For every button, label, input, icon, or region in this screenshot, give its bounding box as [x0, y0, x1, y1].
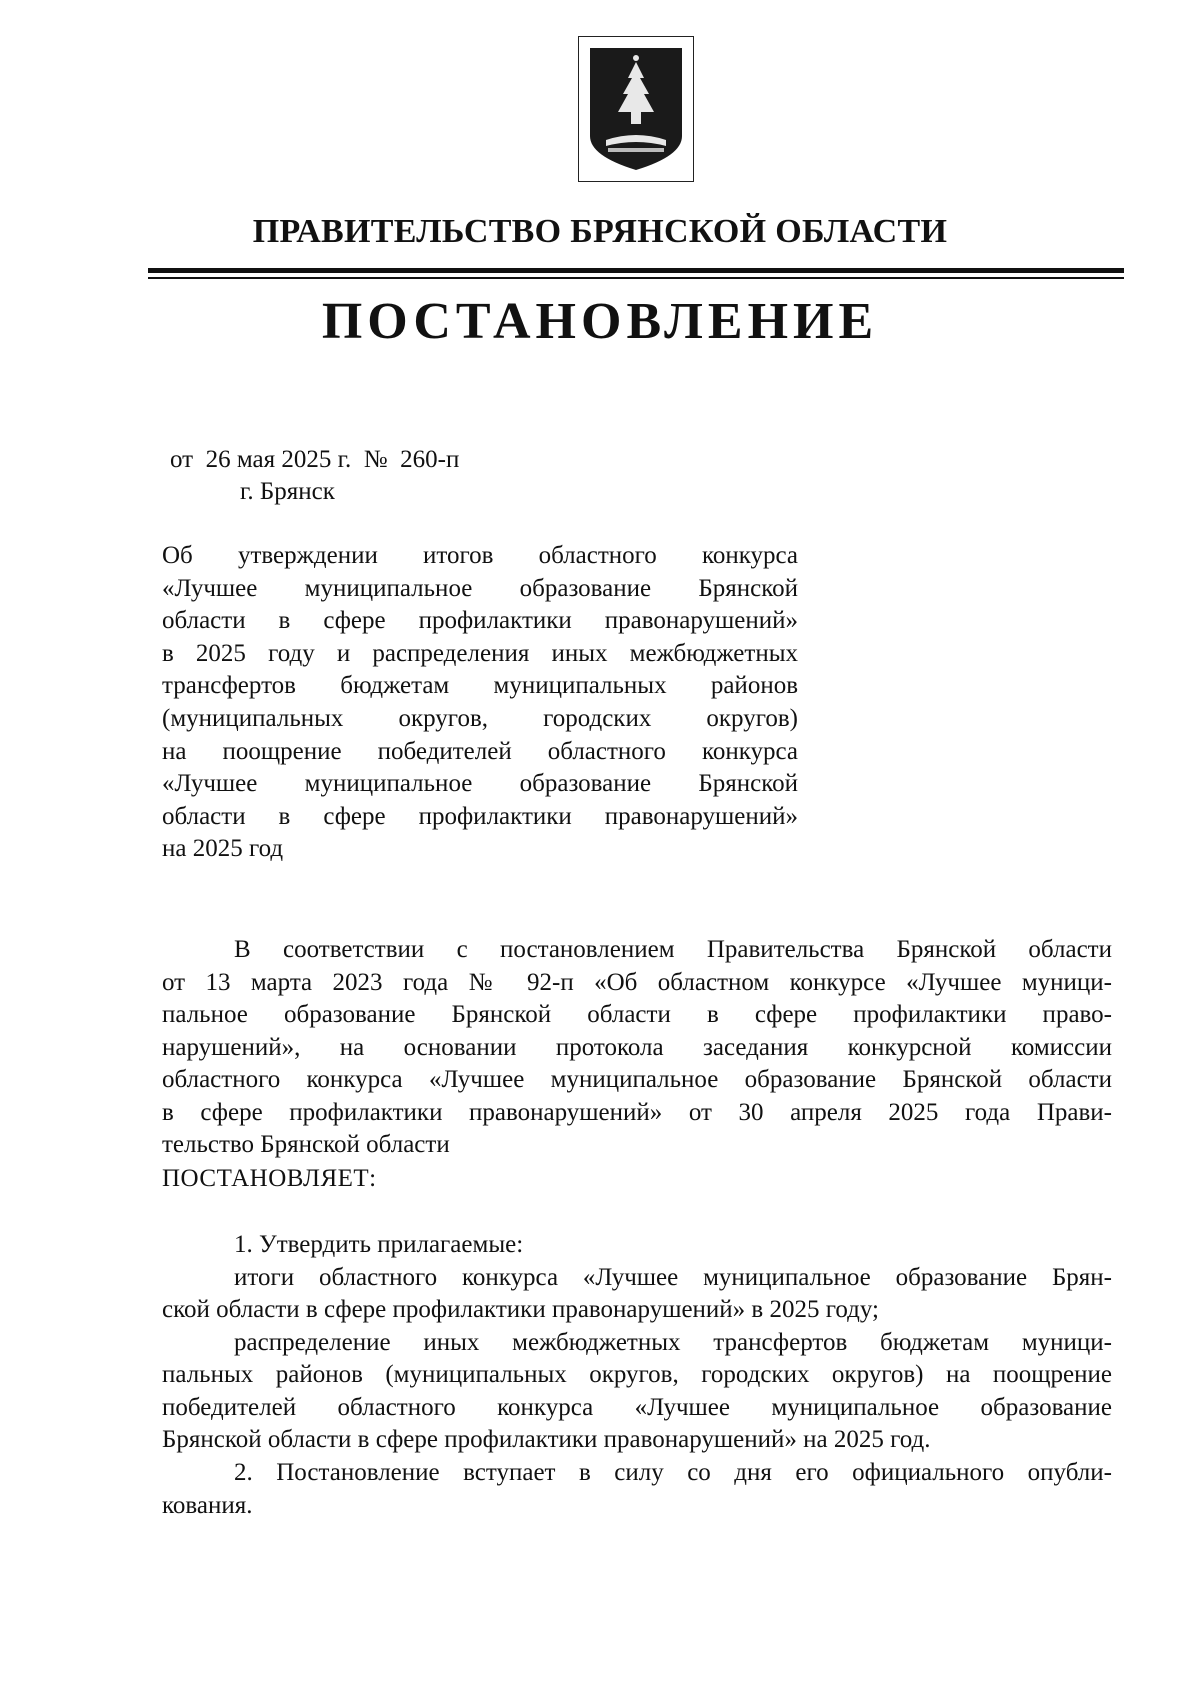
decree-word: ПОСТАНОВЛЯЕТ: — [162, 1165, 377, 1192]
item-2-line: кования. — [162, 1491, 253, 1519]
subject-line: на поощрение победителей областного конкурса — [162, 737, 798, 765]
document-city: г. Брянск — [240, 478, 335, 505]
subject-line: «Лучшее муниципальное образование Брянской — [162, 770, 798, 798]
preamble-line: В соответствии с постановлением Правительства Брянской области — [234, 936, 1112, 963]
coat-of-arms-frame — [578, 36, 694, 182]
item-1b-line: распределение иных межбюджетных трансфертов бюджетам муници- — [234, 1328, 1112, 1356]
preamble-line: нарушений», на основании протокола заседания конкурсной комиссии — [162, 1033, 1112, 1061]
subject-line: «Лучшее муниципальное образование Брянской — [162, 574, 798, 602]
document-type-title: ПОСТАНОВЛЕНИЕ — [321, 293, 879, 350]
item-1b-line: пальных районов (муниципальных округов, городских округов) на поощрение — [162, 1361, 1112, 1388]
item-1 — [162, 1229, 1112, 1457]
item-1b-line: победителей областного конкурса «Лучшее муниципальное образование — [162, 1393, 1112, 1421]
subject-line: в 2025 году и распределения иных межбюджетных — [162, 639, 798, 667]
item-2-line: 2. Постановление вступает в силу со дня его официального опубли- — [234, 1459, 1112, 1486]
subject-line: Об утверждении итогов областного конкурса — [162, 542, 798, 569]
item-1-heading: 1. Утвердить прилагаемые: — [234, 1231, 524, 1258]
header-divider-thin — [148, 277, 1124, 279]
subject-line: области в сфере профилактики правонарушений» — [162, 802, 798, 830]
document-date-number: от 26 мая 2025 г. № 260-п — [170, 446, 460, 473]
preamble-line: тельство Брянской области — [162, 1131, 450, 1158]
item-1a-line: ской области в сфере профилактики правонарушений» в 2025 году; — [162, 1296, 879, 1323]
item-1b-line: Брянской области в сфере профилактики правонарушений» на 2025 год. — [162, 1426, 931, 1453]
preamble-paragraph — [162, 934, 1112, 1162]
preamble-line: пальное образование Брянской области в сфере профилактики право- — [162, 1001, 1112, 1028]
subject-line: области в сфере профилактики правонарушений» — [162, 607, 798, 635]
item-1a-line: итоги областного конкурса «Лучшее муниципальное образование Брян- — [234, 1263, 1112, 1291]
subject-line: на 2025 год — [162, 835, 284, 863]
preamble-line: областного конкурса «Лучшее муниципальное образование Брянской области — [162, 1066, 1112, 1093]
document-subject — [162, 540, 798, 866]
coat-of-arms-icon — [586, 44, 686, 174]
preamble-line: от 13 марта 2023 года № 92-п «Об областном конкурсе «Лучшее муници- — [162, 968, 1112, 996]
organization-title: ПРАВИТЕЛЬСТВО БРЯНСКОЙ ОБЛАСТИ — [252, 213, 948, 250]
item-2 — [162, 1457, 1112, 1522]
header-divider-thick — [148, 268, 1124, 273]
subject-line: (муниципальных округов, городских округов) — [162, 704, 798, 732]
preamble-line: в сфере профилактики правонарушений» от 30 апреля 2025 года Прави- — [162, 1098, 1112, 1126]
subject-line: трансфертов бюджетам муниципальных районов — [162, 672, 798, 700]
